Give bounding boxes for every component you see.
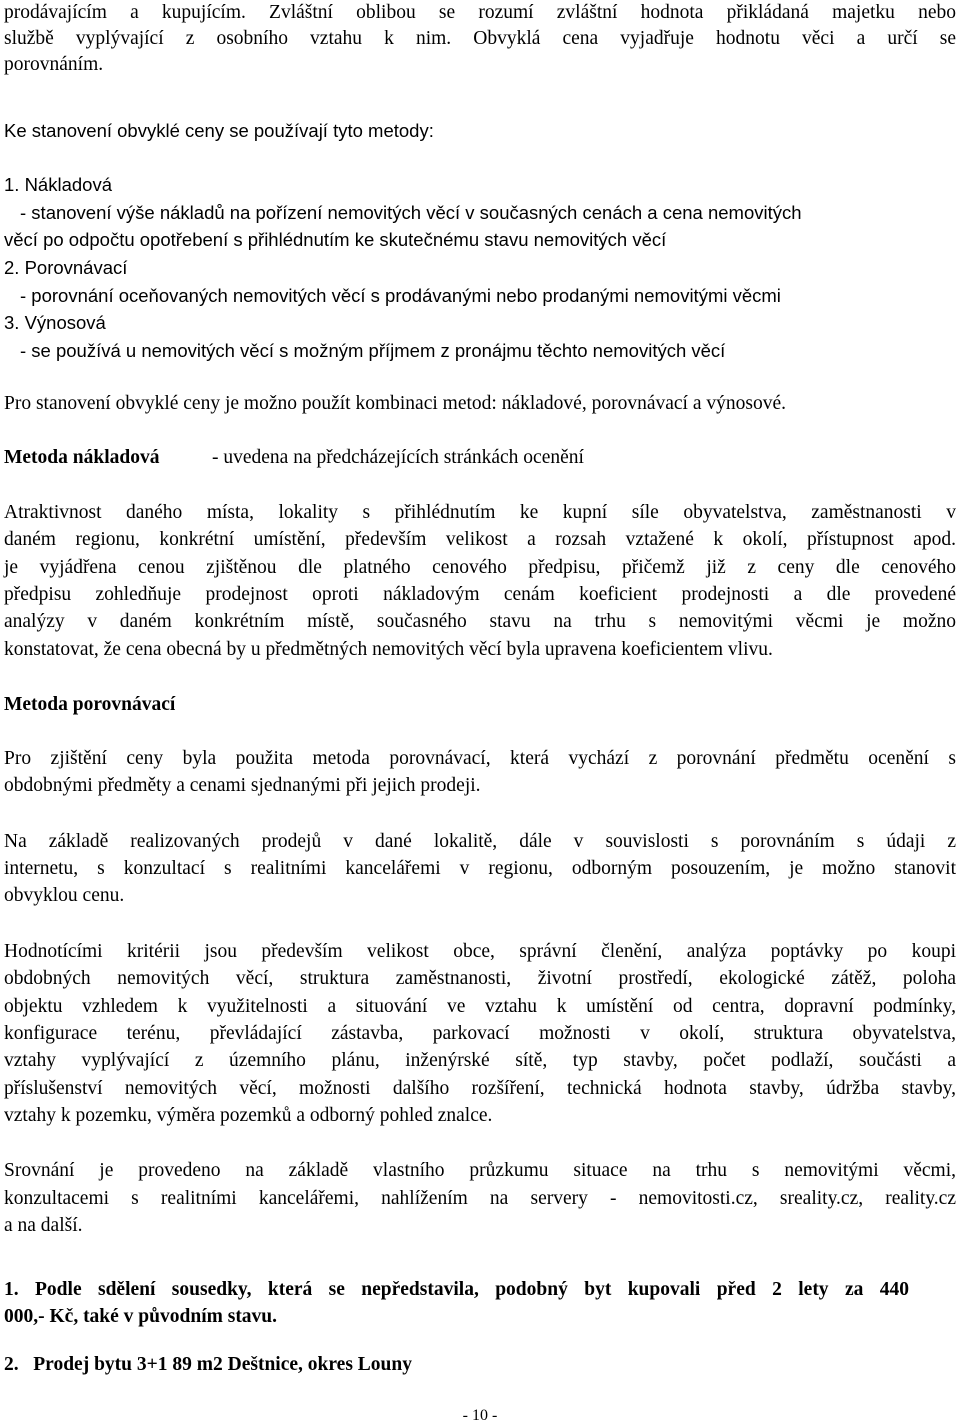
paragraph-line: objektu vzhledem k využitelnosti a situování ve vztahu k umístění od centra, dopravní podmínky, — [4, 996, 956, 1017]
intro-line: prodávajícím a kupujícím. Zvláštní oblibou se rozumí zvláštní hodnota přikládaná majetku nebo — [4, 2, 956, 23]
paragraph-line: Pro zjištění ceny byla použita metoda porovnávací, která vychází z porovnání předmětu ocenění s — [4, 748, 956, 769]
cost-method-heading: Metoda nákladová — [4, 447, 160, 468]
cost-method-note: - uvedena na předcházejících stránkách ocenění — [212, 447, 584, 468]
method-desc-cost: - stanovení výše nákladů na pořízení nemovitých věcí v současných cenách a cena nemovitých — [20, 202, 802, 223]
comparable-item: 000,- Kč, také v původním stavu. — [4, 1306, 278, 1327]
paragraph-line: daném regionu, konkrétní umístění, především velikost a rozsah vztažené k okolí, přístupnost apod. — [4, 529, 956, 550]
paragraph-line: internetu, s konzultací s realitními kancelářemi v regionu, odborným posouzením, je možno stanovit — [4, 858, 956, 879]
method-desc-cost: věcí po odpočtu opotřebení s přihlédnutím ke skutečnému stavu nemovitých věcí — [4, 229, 667, 250]
method-desc-comparison: - porovnání oceňovaných nemovitých věcí s prodávanými nebo prodanými nemovitými věcmi — [20, 285, 781, 306]
paragraph-line: obdobnými předměty a cenami sjednanými při jejich prodeji. — [4, 775, 481, 796]
intro-line: porovnáním. — [4, 54, 104, 75]
combination-note: Pro stanovení obvyklé ceny je možno použít kombinaci metod: nákladové, porovnávací a výnosové. — [4, 393, 786, 414]
comparison-method-heading: Metoda porovnávací — [4, 694, 176, 715]
paragraph-line: Srovnání je provedeno na základě vlastního průzkumu situace na trhu s nemovitými věcmi, — [4, 1160, 956, 1181]
method-title-comparison: 2. Porovnávací — [4, 257, 128, 278]
intro-line: službě vyplývající z osobního vztahu k nim. Obvyklá cena vyjadřuje hodnotu věci a určí se — [4, 28, 956, 49]
paragraph-line: konstatovat, že cena obecná by u předmětných nemovitých věcí byla upravena koeficientem vlivu. — [4, 639, 773, 660]
paragraph-line: obdobných nemovitých věcí, struktura zaměstnanosti, životní prostředí, ekologické zátěž, poloha — [4, 968, 956, 989]
paragraph-line: vztahy k pozemku, výměra pozemků a odborný pohled znalce. — [4, 1105, 493, 1126]
paragraph-line: příslušenství nemovitých věcí, možnosti dalšího rozšíření, technická hodnota stavby, údržba stavby, — [4, 1078, 956, 1099]
page-number: - 10 - — [462, 1407, 498, 1424]
paragraph-line: analýzy v daném konkrétním místě, současného stavu na trhu s nemovitými věcmi je možno — [4, 611, 956, 632]
paragraph-line: je vyjádřena cenou zjištěnou dle platného cenového předpisu, přičemž již z ceny dle cenového — [4, 557, 956, 578]
methods-intro: Ke stanovení obvyklé ceny se používají tyto metody: — [4, 120, 434, 141]
paragraph-line: vztahy vyplývající z územního plánu, inženýrské sítě, typ stavby, počet podlaží, součásti a — [4, 1050, 956, 1071]
paragraph-line: předpisu zohledňuje prodejnost oproti nákladovým cenám koeficient prodejnosti a dle provedené — [4, 584, 956, 605]
paragraph-line: a na další. — [4, 1215, 83, 1236]
method-desc-income: - se používá u nemovitých věcí s možným příjmem z pronájmu těchto nemovitých věcí — [20, 340, 726, 361]
paragraph-line: obvyklou cenu. — [4, 885, 125, 906]
method-title-cost: 1. Nákladová — [4, 174, 112, 195]
comparable-item: 1. Podle sdělení sousedky, která se nepředstavila, podobný byt kupovali před 2 lety za 440 — [4, 1279, 909, 1300]
method-title-income: 3. Výnosová — [4, 312, 106, 333]
comparable-item: 2. Prodej bytu 3+1 89 m2 Deštnice, okres Louny — [4, 1354, 412, 1375]
paragraph-line: Atraktivnost daného místa, lokality s přihlédnutím ke kupní síle obyvatelstva, zaměstnanosti v — [4, 502, 956, 523]
paragraph-line: Na základě realizovaných prodejů v dané lokalitě, dále v souvislosti s porovnáním s údaji z — [4, 831, 956, 852]
paragraph-line: konzultacemi s realitními kancelářemi, nahlížením na servery - nemovitosti.cz, sreality.cz, reality.cz — [4, 1188, 956, 1209]
paragraph-line: Hodnotícími kritérii jsou především velikost obce, správní členění, analýza poptávky po koupi — [4, 941, 956, 962]
paragraph-line: konfigurace terénu, převládající zástavba, parkovací možnosti v okolí, struktura obyvatelstva, — [4, 1023, 956, 1044]
